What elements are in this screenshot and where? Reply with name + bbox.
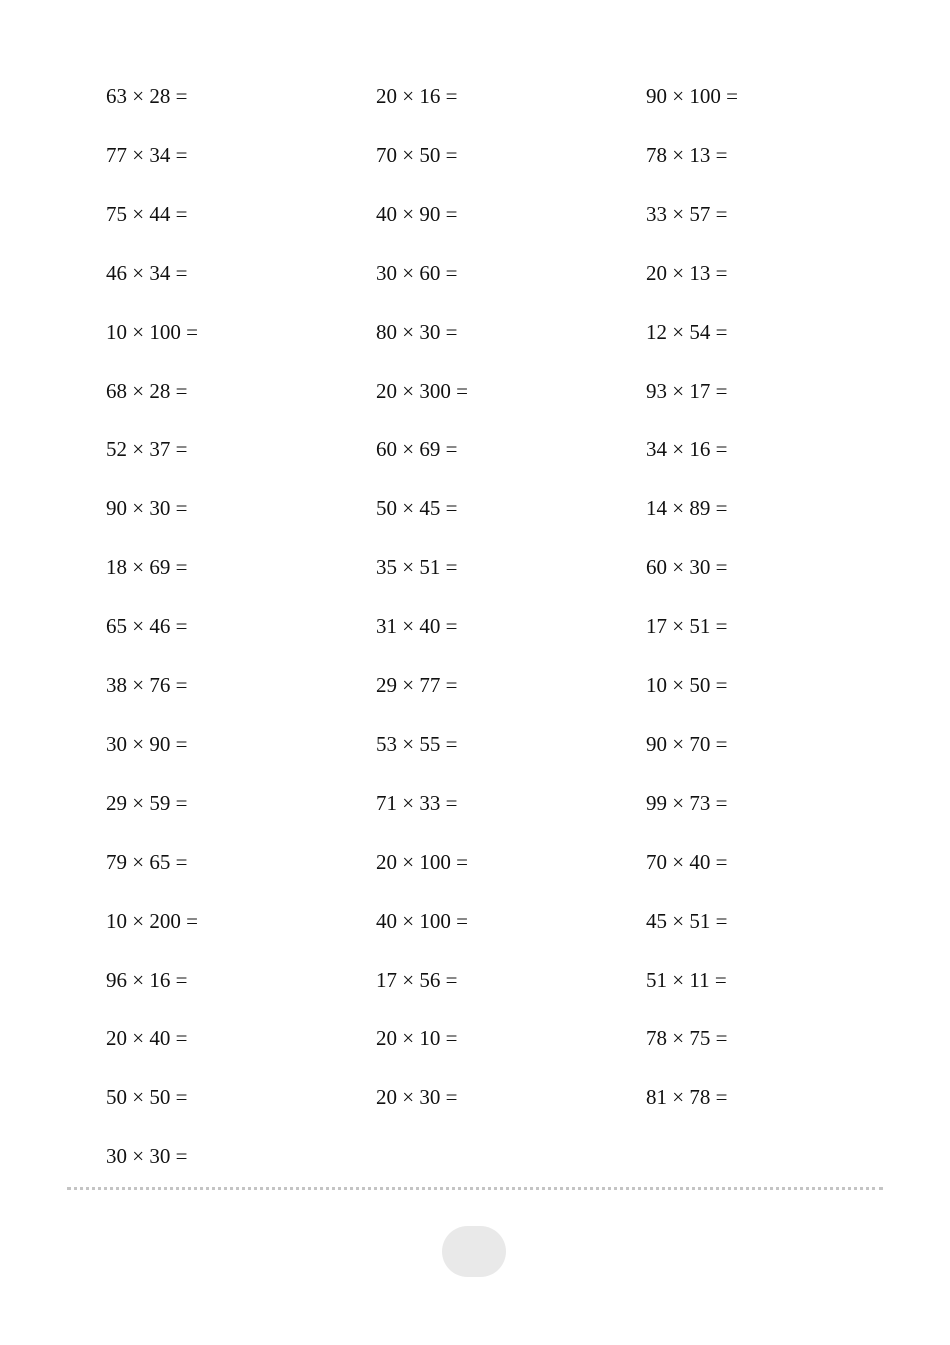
problem-item: 60 × 30 = [646, 555, 728, 580]
problem-item: 35 × 51 = [376, 555, 458, 580]
problem-item: 29 × 59 = [106, 790, 188, 815]
problem-item: 10 × 200 = [106, 908, 198, 933]
problem-item: 12 × 54 = [646, 319, 728, 344]
problem-item: 81 × 78 = [646, 1085, 728, 1110]
problem-item: 60 × 69 = [376, 437, 458, 462]
problem-item: 68 × 28 = [106, 378, 188, 403]
problem-item: 75 × 44 = [106, 201, 188, 226]
problem-item: 33 × 57 = [646, 201, 728, 226]
problem-item: 46 × 34 = [106, 260, 188, 285]
problem-item: 31 × 40 = [376, 614, 458, 639]
problem-item: 40 × 100 = [376, 908, 468, 933]
page-number-badge [442, 1226, 506, 1277]
problem-item: 63 × 28 = [106, 84, 188, 108]
problem-item: 78 × 13 = [646, 142, 728, 167]
problem-item: 20 × 10 = [376, 1026, 458, 1051]
problem-item: 50 × 45 = [376, 496, 458, 521]
problem-item: 20 × 300 = [376, 378, 468, 403]
problem-item: 29 × 77 = [376, 673, 458, 697]
problem-item: 20 × 40 = [106, 1026, 188, 1051]
problem-item: 20 × 16 = [376, 84, 458, 108]
problem-item: 17 × 56 = [376, 967, 458, 992]
problem-item: 30 × 60 = [376, 260, 458, 285]
problem-item: 34 × 16 = [646, 437, 728, 462]
problem-item: 50 × 50 = [106, 1085, 188, 1110]
problem-item: 79 × 65 = [106, 849, 188, 874]
problem-item: 40 × 90 = [376, 201, 458, 226]
problem-item: 52 × 37 = [106, 437, 188, 462]
problem-item: 18 × 69 = [106, 555, 188, 580]
problem-item: 38 × 76 = [106, 673, 188, 697]
problem-item: 71 × 33 = [376, 790, 458, 815]
problem-item: 51 × 11 = [646, 967, 727, 992]
problem-item: 20 × 13 = [646, 260, 728, 285]
problem-item: 96 × 16 = [106, 967, 188, 992]
problem-item: 10 × 100 = [106, 319, 198, 344]
problem-item: 99 × 73 = [646, 790, 728, 815]
problem-item: 90 × 100 = [646, 84, 738, 108]
problem-item: 17 × 51 = [646, 614, 728, 639]
problem-item: 30 × 90 = [106, 731, 188, 756]
problem-item: 10 × 50 = [646, 673, 728, 697]
problem-item: 30 × 30 = [106, 1144, 188, 1169]
problem-item: 93 × 17 = [646, 378, 728, 403]
problem-item: 20 × 100 = [376, 849, 468, 874]
problem-item: 53 × 55 = [376, 731, 458, 756]
problem-item: 70 × 50 = [376, 142, 458, 167]
problem-item: 14 × 89 = [646, 496, 728, 521]
problem-item: 45 × 51 = [646, 908, 728, 933]
problem-item: 65 × 46 = [106, 614, 188, 639]
problem-item: 80 × 30 = [376, 319, 458, 344]
problem-item: 77 × 34 = [106, 142, 188, 167]
problem-item: 20 × 30 = [376, 1085, 458, 1110]
problem-item: 70 × 40 = [646, 849, 728, 874]
problem-item: 78 × 75 = [646, 1026, 728, 1051]
problem-item: 90 × 70 = [646, 731, 728, 756]
problem-item: 90 × 30 = [106, 496, 188, 521]
dotted-divider [67, 1187, 883, 1190]
